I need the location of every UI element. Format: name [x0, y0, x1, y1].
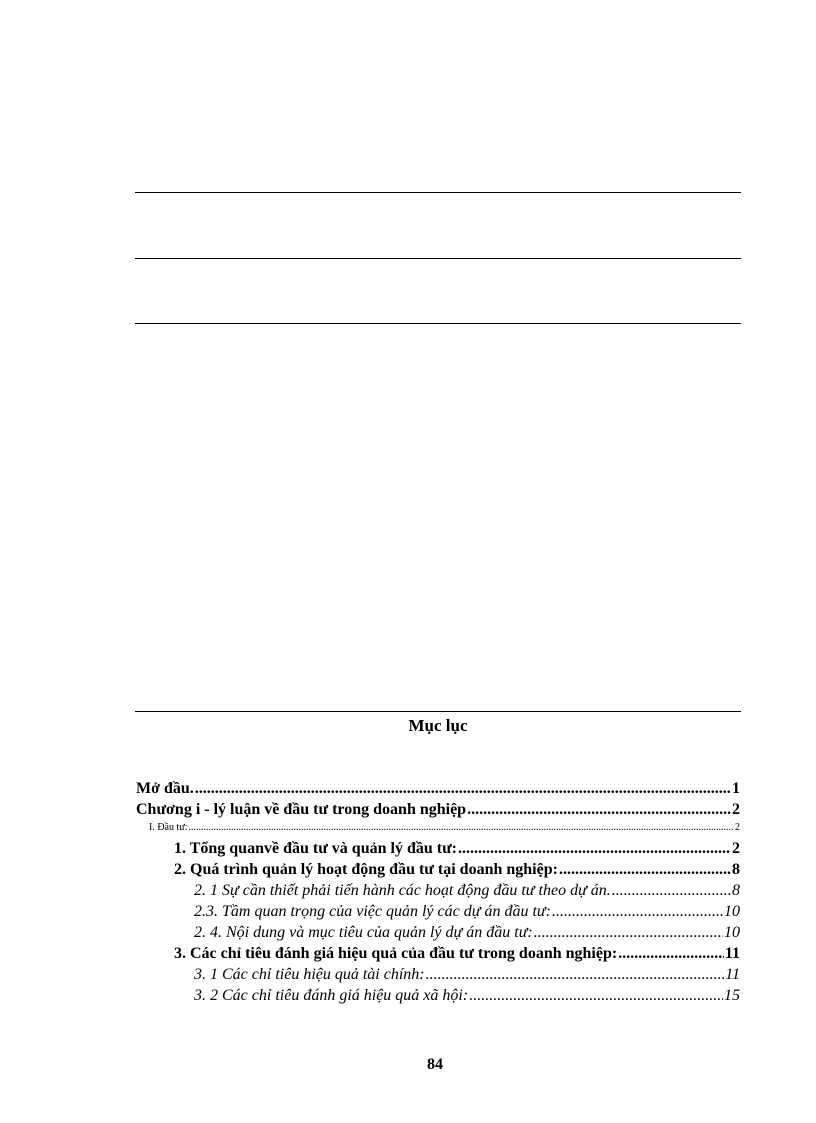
- dot-leader: [612, 882, 731, 900]
- horizontal-rule: [135, 323, 741, 324]
- toc-entry-3-1[interactable]: [136, 966, 740, 987]
- toc-entry-2-3[interactable]: [136, 903, 740, 924]
- toc-entry-page: 10: [724, 903, 740, 920]
- dot-leader: [534, 924, 723, 942]
- toc-title: Mục lục: [408, 716, 468, 735]
- toc-entry-intro[interactable]: [136, 780, 740, 801]
- toc-entry-section-i[interactable]: [136, 822, 740, 840]
- toc-entry-label: 2. 4. Nội dung và mục tiêu của quản lý dự án đầu tư:: [194, 924, 533, 941]
- dot-leader: [559, 861, 731, 879]
- table-of-contents: [136, 780, 740, 1008]
- toc-entry-3-2[interactable]: [136, 987, 740, 1008]
- toc-entry-label: 2. Quá trình quản lý hoạt động đầu tư tại doanh nghiệp:: [174, 861, 558, 878]
- toc-entry-label: I. Đầu tư:: [149, 822, 188, 833]
- toc-entry-chapter-1[interactable]: [136, 801, 740, 822]
- dot-leader: [552, 903, 723, 921]
- toc-entry-page: 8: [732, 882, 740, 899]
- toc-entry-page: 1: [732, 780, 740, 797]
- toc-entry-page: 2: [732, 840, 740, 857]
- toc-entry-page: 8: [732, 861, 740, 878]
- toc-entry-label: 3. 1 Các chỉ tiêu hiệu quả tài chính:: [194, 966, 425, 983]
- horizontal-rule: [135, 711, 741, 712]
- toc-entry-label: 2. 1 Sự cần thiết phải tiến hành các hoạt động đầu tư theo dự án.: [194, 882, 611, 899]
- toc-entry-page: 2: [735, 822, 740, 833]
- toc-entry-page: 11: [725, 966, 740, 983]
- toc-entry-3[interactable]: [136, 945, 740, 966]
- horizontal-rule: [135, 192, 741, 193]
- dot-leader: [188, 822, 734, 833]
- toc-entry-2-4[interactable]: [136, 924, 740, 945]
- toc-entry-page: 10: [724, 924, 740, 941]
- toc-entry-label: 3. Các chỉ tiêu đánh giá hiệu quả của đầu tư trong doanh nghiệp:: [174, 945, 618, 962]
- toc-entry-label: 2.3. Tầm quan trọng của việc quản lý các dự án đầu tư:: [194, 903, 551, 920]
- toc-entry-page: 11: [724, 945, 740, 962]
- toc-entry-label: Chương i - lý luận về đầu tư trong doanh nghiệp: [136, 801, 467, 818]
- toc-entry-label: 3. 2 Các chỉ tiêu đánh giá hiệu quả xã hội:: [194, 987, 469, 1004]
- dot-leader: [618, 945, 724, 963]
- dot-leader: [469, 987, 723, 1005]
- toc-entry-2[interactable]: [136, 861, 740, 882]
- dot-leader: [426, 966, 725, 984]
- toc-entry-1[interactable]: [136, 840, 740, 861]
- page-number: 84: [427, 1056, 443, 1073]
- toc-entry-page: 15: [724, 987, 740, 1004]
- toc-entry-label: 1. Tổng quanvề đầu tư và quản lý đầu tư:: [174, 840, 457, 857]
- toc-entry-label: Mở đầu.: [136, 780, 194, 797]
- toc-entry-page: 2: [732, 801, 740, 818]
- toc-entry-2-1[interactable]: [136, 882, 740, 903]
- dot-leader: [195, 780, 731, 798]
- dot-leader: [458, 840, 731, 858]
- horizontal-rule: [135, 258, 741, 259]
- dot-leader: [467, 801, 731, 819]
